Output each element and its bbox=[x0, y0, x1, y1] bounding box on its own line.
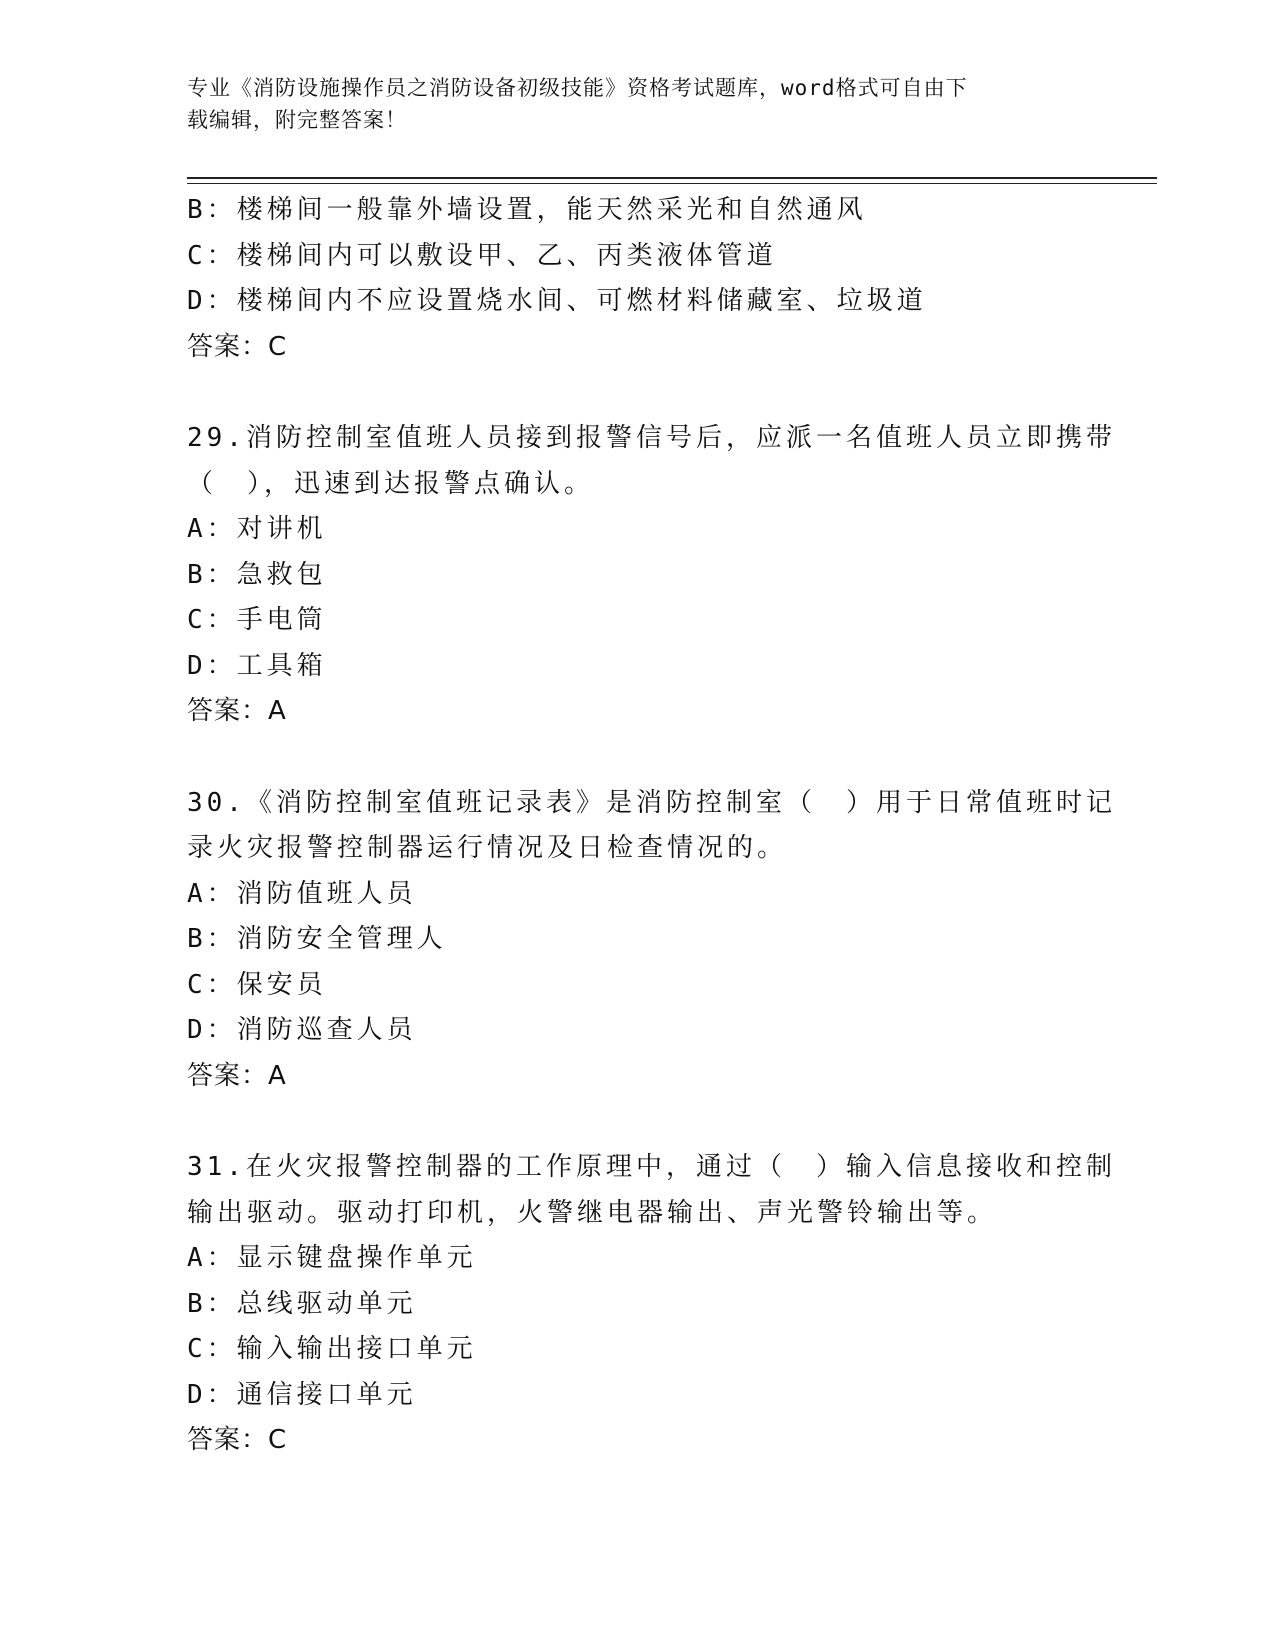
option-b: B：消防安全管理人 bbox=[187, 924, 447, 954]
question-text-line-1: 30.《消防控制室值班记录表》是消防控制室（ ）用于日常值班时记 bbox=[187, 787, 1116, 818]
question-text-line-2: 输出驱动。驱动打印机，火警继电器输出、声光警铃输出等。 bbox=[187, 1197, 998, 1228]
answer: 答案：A bbox=[187, 1060, 287, 1091]
option-d: D：楼梯间内不应设置烧水间、可燃材料储藏室、垃圾道 bbox=[187, 286, 927, 316]
option-c: C：楼梯间内可以敷设甲、乙、丙类液体管道 bbox=[187, 240, 777, 271]
question-31 bbox=[187, 1145, 1116, 1464]
question-text-line-2: （ ），迅速到达报警点确认。 bbox=[187, 468, 595, 499]
question-28-continued bbox=[187, 188, 1087, 370]
option-c: C：保安员 bbox=[187, 969, 327, 1000]
answer: 答案：C bbox=[187, 1425, 288, 1455]
option-b: B：楼梯间一般靠外墙设置，能天然采光和自然通风 bbox=[187, 195, 867, 225]
question-text-line-1: 31.在火灾报警控制器的工作原理中，通过（ ）输入信息接收和控制 bbox=[187, 1152, 1116, 1182]
option-c: C：输入输出接口单元 bbox=[187, 1334, 477, 1364]
answer: 答案：A bbox=[187, 696, 287, 726]
header-line-1: 专业《消防设施操作员之消防设备初级技能》资格考试题库，word格式可自由下 bbox=[187, 76, 968, 100]
document-header bbox=[187, 72, 1067, 136]
answer: 答案：C bbox=[187, 331, 288, 362]
question-30 bbox=[187, 781, 1116, 1100]
option-a: A：对讲机 bbox=[187, 514, 327, 544]
header-divider-thick bbox=[187, 177, 1157, 179]
option-d: D：消防巡查人员 bbox=[187, 1015, 417, 1045]
question-list bbox=[187, 188, 1116, 1464]
option-d: D：通信接口单元 bbox=[187, 1379, 417, 1410]
header-line-2: 载编辑，附完整答案！ bbox=[187, 108, 407, 132]
question-text-line-1: 29.消防控制室值班人员接到报警信号后，应派一名值班人员立即携带 bbox=[187, 423, 1116, 453]
option-a: A：显示键盘操作单元 bbox=[187, 1243, 477, 1273]
option-a: A：消防值班人员 bbox=[187, 878, 417, 909]
option-d: D：工具箱 bbox=[187, 650, 327, 681]
header-divider-thin bbox=[187, 183, 1157, 184]
option-b: B：急救包 bbox=[187, 559, 327, 590]
option-b: B：总线驱动单元 bbox=[187, 1288, 417, 1319]
option-c: C：手电筒 bbox=[187, 605, 327, 635]
question-text-line-2: 录火灾报警控制器运行情况及日检查情况的。 bbox=[187, 833, 788, 863]
question-29 bbox=[187, 416, 1116, 735]
